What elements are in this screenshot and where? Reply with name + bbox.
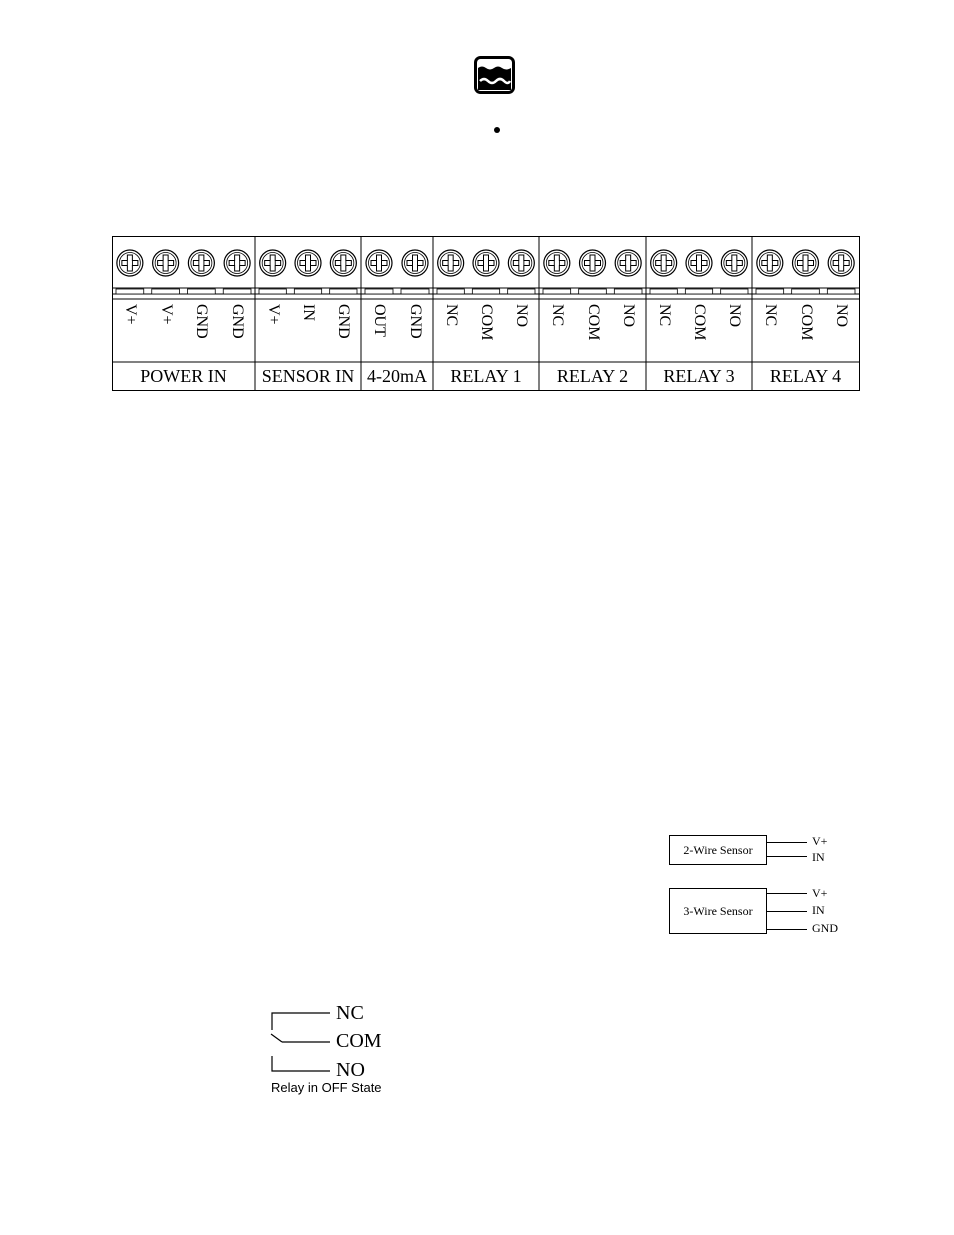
pin-label-text: IN [300,304,317,321]
terminal-tab [579,289,607,294]
terminal-tab [650,289,677,294]
pin-label-text: COM [797,304,815,341]
pin-label-text: COM [584,304,602,341]
two-wire-in-wire [767,856,807,857]
pin-label-text: GND [335,304,353,339]
pin-label [830,304,852,362]
three-wire-gnd-label: GND [812,921,838,935]
three-wire-sensor-label: 3-Wire Sensor [683,904,753,918]
terminal-tab [437,289,464,294]
sensor-wiring-diagram [669,830,849,940]
pin-label [759,304,781,362]
terminal-tab [401,289,429,294]
three-wire-vplus-label: V+ [812,886,828,900]
terminal-group-label: RELAY 3 [663,366,735,386]
terminal-tab [259,289,286,294]
pin-label-text: COM [691,304,708,341]
terminal-tab [188,289,216,294]
terminal-group-label: SENSOR IN [261,366,355,386]
relay-caption: Relay in OFF State [271,1080,382,1095]
three-wire-vplus-wire [767,893,807,894]
pin-label [510,304,532,362]
pin-label-text: OUT [371,304,388,337]
two-wire-vplus-wire [767,842,807,843]
terminal-tab [792,289,820,294]
terminal-tab [827,289,855,294]
terminal-group-label: POWER IN [140,366,227,386]
two-wire-in-label: IN [812,850,825,864]
pin-label [190,304,212,362]
pin-label [440,304,462,362]
pin-label [475,304,497,362]
pin-label-text: GND [229,304,247,339]
pin-label-text: V+ [157,304,175,325]
pin-label [262,304,284,362]
terminal-tab [756,289,784,294]
terminal-group-label: RELAY 2 [556,366,629,386]
bullet-point [494,127,500,133]
terminal-tab [223,289,251,294]
pin-label [795,304,817,362]
relay-state-diagram [260,998,440,1102]
pin-label [332,304,354,362]
pin-label [297,304,319,362]
terminal-group-label: RELAY 1 [450,366,522,386]
pin-label [546,304,568,362]
pin-label-text: V+ [121,304,139,325]
terminal-tab [685,289,712,294]
terminal-tab [721,289,748,294]
relay-com-label: COM [336,1030,382,1052]
terminal-tab [116,289,144,294]
terminal-group-label: RELAY 4 [769,366,842,386]
pin-label-text: V+ [264,304,282,325]
pin-label [688,304,710,362]
three-wire-in-wire [767,911,807,912]
pin-label-text: NO [726,304,744,328]
terminal-tab [152,289,180,294]
three-wire-sensor-box [669,888,767,934]
terminal-tab [543,289,571,294]
pin-label [723,304,745,362]
pin-label-text: NC [655,304,673,327]
three-wire-in-label: IN [812,903,825,917]
pin-label-text: GND [407,304,424,339]
terminal-tab [365,289,393,294]
relay-no-label: NO [336,1059,365,1081]
terminal-tab [472,289,499,294]
pin-label-text: NC [761,304,779,327]
terminal-tab [294,289,321,294]
two-wire-sensor-box [669,835,767,865]
pin-label [155,304,177,362]
pin-label [368,304,390,362]
terminal-tab [508,289,535,294]
pin-label-text: NC [548,304,566,327]
terminal-tab [614,289,642,294]
pin-label-text: NO [513,304,531,328]
pin-label [404,304,426,362]
pin-label [582,304,604,362]
two-wire-vplus-label: V+ [812,834,828,848]
pin-label [653,304,675,362]
two-wire-sensor-label: 2-Wire Sensor [683,843,753,857]
water-level-logo-icon [474,56,515,94]
pin-label [119,304,141,362]
pin-label-text: NC [442,304,460,327]
pin-label [617,304,639,362]
terminal-tab [330,289,357,294]
terminal-group-label: 4-20mA [367,366,427,386]
pin-label-text: NO [833,304,851,328]
three-wire-gnd-wire [767,929,807,930]
pin-label-text: NO [620,304,638,328]
pin-label-text: COM [478,304,495,341]
pin-label-text: GND [193,304,211,339]
relay-nc-label: NC [336,1002,364,1024]
pin-label [226,304,248,362]
